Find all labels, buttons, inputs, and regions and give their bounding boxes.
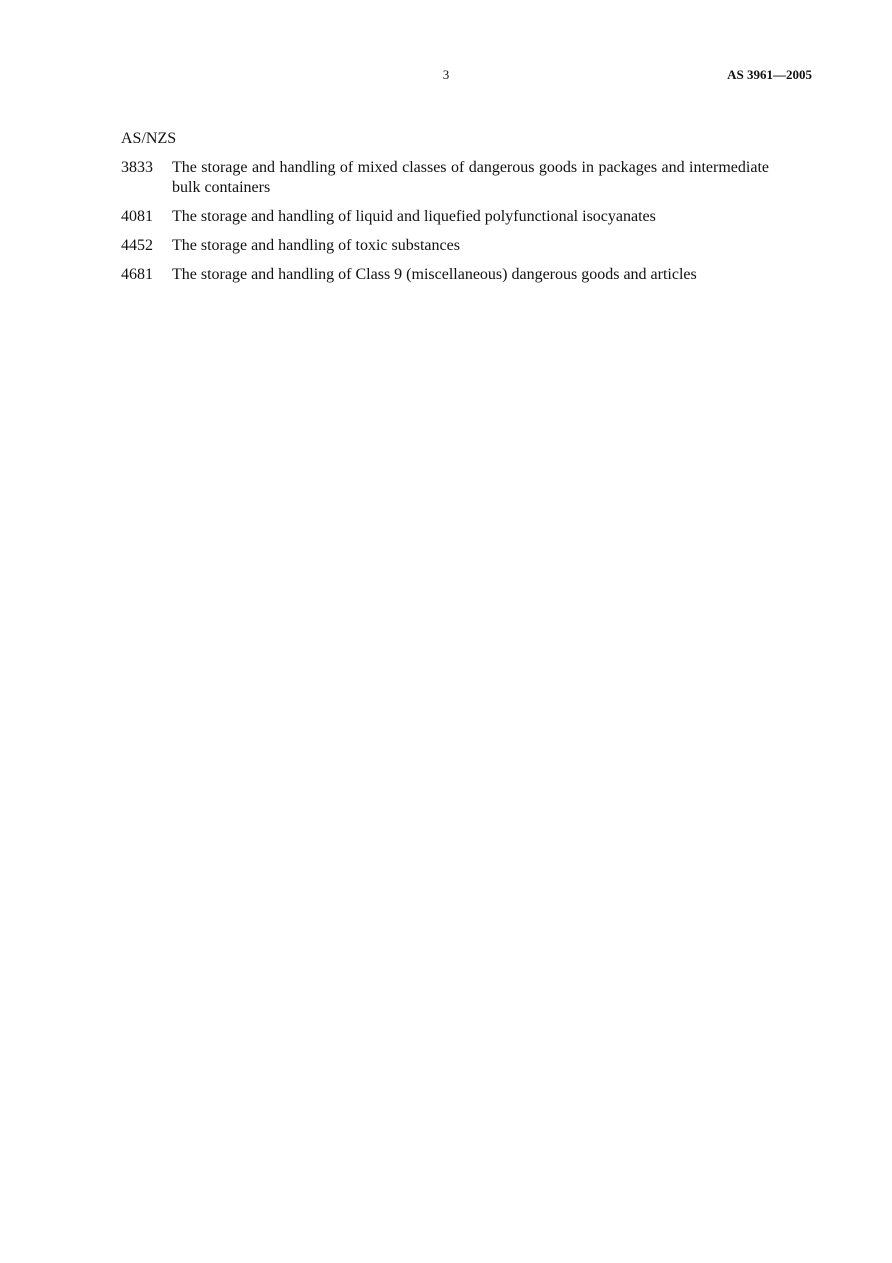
standards-list bbox=[121, 158, 769, 294]
document-code: AS 3961—2005 bbox=[727, 67, 812, 82]
standard-title: The storage and handling of toxic substances bbox=[172, 237, 460, 254]
standard-item bbox=[121, 265, 769, 285]
standard-number: 4081 bbox=[121, 208, 153, 225]
page-number: 3 bbox=[442, 67, 450, 82]
standard-number: 4452 bbox=[121, 237, 153, 254]
standard-number: 4681 bbox=[121, 266, 153, 283]
section-heading: AS/NZS bbox=[121, 130, 177, 147]
standard-item bbox=[121, 236, 769, 256]
standard-title: The storage and handling of Class 9 (miscellaneous) dangerous goods and articles bbox=[172, 266, 697, 283]
standard-title: The storage and handling of mixed classes of dangerous goods in packages and intermediate bulk containers bbox=[172, 159, 769, 196]
standard-number: 3833 bbox=[121, 159, 153, 176]
standard-title: The storage and handling of liquid and liquefied polyfunctional isocyanates bbox=[172, 208, 656, 225]
standard-item bbox=[121, 207, 769, 227]
standard-item bbox=[121, 158, 769, 198]
